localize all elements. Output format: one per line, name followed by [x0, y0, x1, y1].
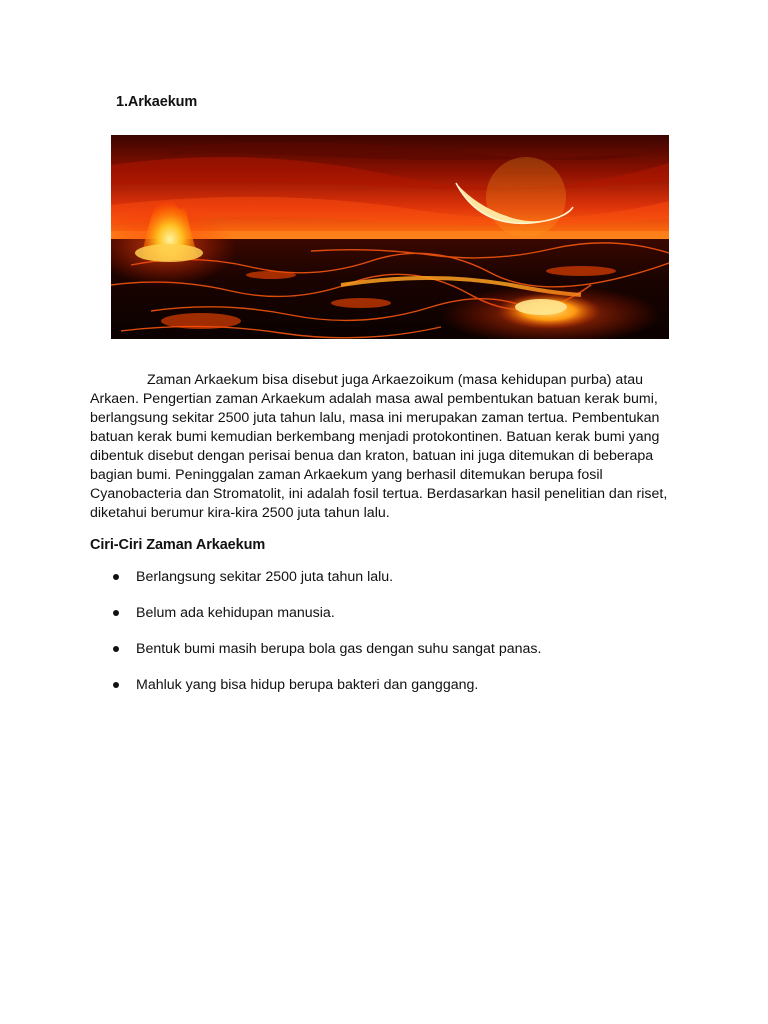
paragraph-text: Zaman Arkaekum bisa disebut juga Arkaezoikum (masa kehidupan purba) atau Arkaen. Pengertian zaman Arkaekum adalah masa awal pembentukan batuan kerak bumi, berlangsung sekitar 2500 juta tahun lalu, masa ini merupakan zaman tertua. Pembentukan batuan kerak bumi kemudian berkembang menjadi protokontinen. Batuan kerak bumi yang dibentuk disebut dengan perisai benua dan kraton, batuan ini juga ditemukan di beberapa bagian bumi. Peninggalan zaman Arkaekum yang berhasil ditemukan berupa fosil Cyanobacteria dan Stromatolit, ini adalah fosil tertua. Berdasarkan hasil penelitian dan riset, diketahui berumur kira-kira 2500 juta tahun lalu. — [90, 372, 668, 521]
body-paragraph — [90, 371, 694, 523]
bullet-icon — [113, 610, 119, 616]
archean-volcanic-landscape-image — [111, 135, 669, 339]
bullet-icon — [113, 574, 119, 580]
list-item — [0, 639, 768, 675]
characteristics-heading: Ciri-Ciri Zaman Arkaekum — [90, 537, 266, 553]
list-item-text: Belum ada kehidupan manusia. — [136, 605, 335, 621]
bullet-icon — [113, 646, 119, 652]
landscape-illustration — [111, 135, 669, 339]
bullet-icon — [113, 682, 119, 688]
characteristics-list — [0, 567, 768, 711]
list-item-text: Mahluk yang bisa hidup berupa bakteri dan ganggang. — [136, 677, 479, 693]
section-heading: 1.Arkaekum — [116, 94, 198, 110]
list-item — [0, 567, 768, 603]
list-item — [0, 675, 768, 711]
list-item-text: Berlangsung sekitar 2500 juta tahun lalu. — [136, 569, 394, 585]
list-item — [0, 603, 768, 639]
list-item-text: Bentuk bumi masih berupa bola gas dengan suhu sangat panas. — [136, 641, 542, 657]
